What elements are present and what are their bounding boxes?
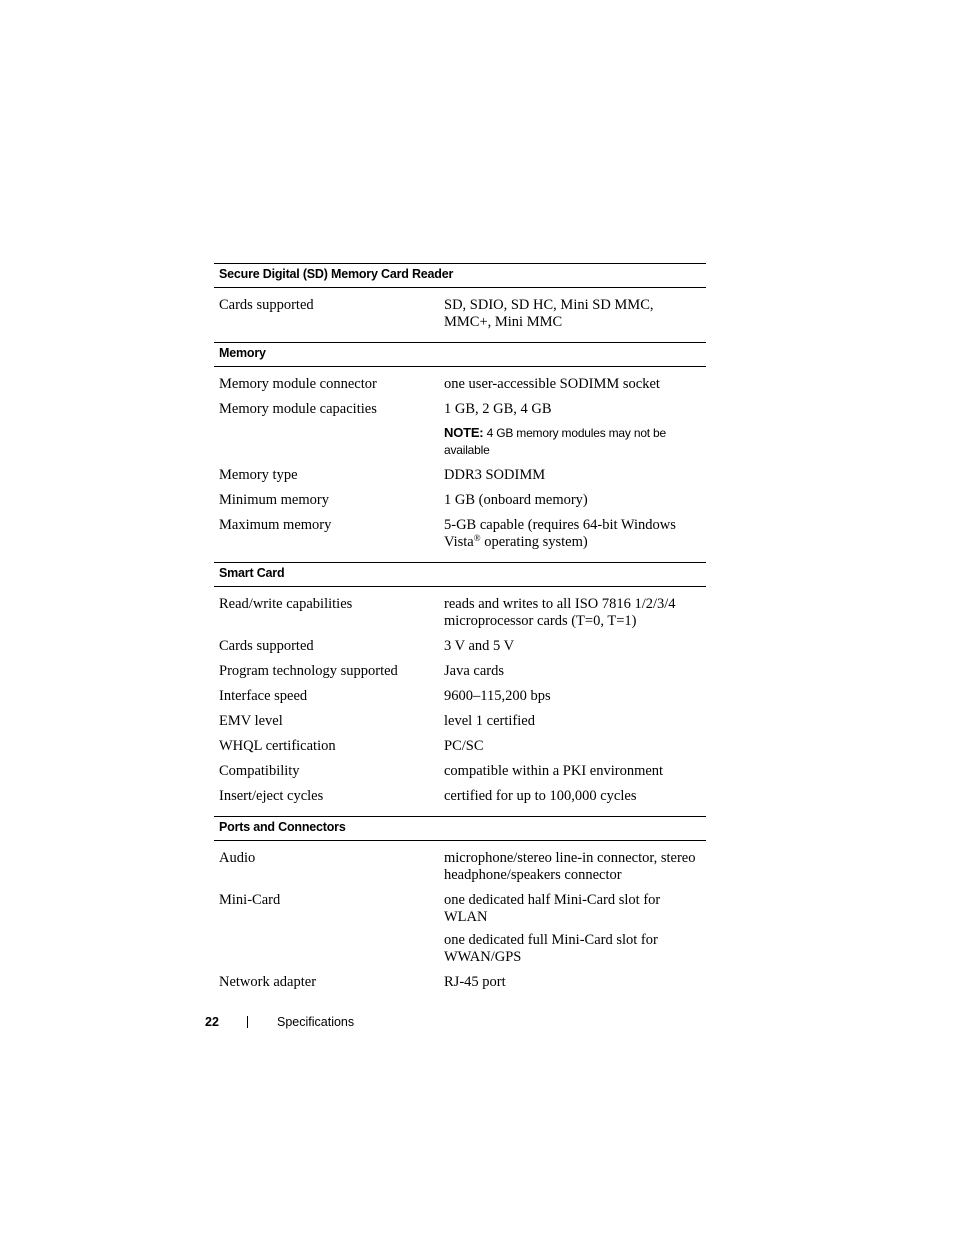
spec-value: Java cards bbox=[444, 663, 504, 679]
spec-table-memory bbox=[214, 342, 706, 567]
spec-label: Compatibility bbox=[219, 763, 300, 779]
spec-row bbox=[214, 297, 706, 331]
page-number: 22 bbox=[205, 1015, 219, 1029]
spec-value bbox=[444, 517, 706, 551]
spec-table-smart-card bbox=[214, 562, 706, 821]
spec-row bbox=[214, 596, 706, 630]
footer-section-name: Specifications bbox=[277, 1015, 355, 1029]
spec-row bbox=[214, 401, 706, 418]
section-title: Secure Digital (SD) Memory Card Reader bbox=[214, 264, 706, 288]
spec-label: Maximum memory bbox=[219, 517, 332, 533]
spec-value: microphone/stereo line-in connector, stereo headphone/speakers connector bbox=[444, 850, 696, 883]
spec-label: Minimum memory bbox=[219, 492, 329, 508]
section-ports-connectors bbox=[214, 816, 706, 1007]
note bbox=[444, 424, 706, 459]
registered-mark: ® bbox=[473, 533, 481, 543]
spec-label: Cards supported bbox=[219, 297, 314, 313]
spec-value: 3 V and 5 V bbox=[444, 638, 515, 654]
section-title: Smart Card bbox=[214, 563, 706, 587]
spec-row bbox=[214, 738, 706, 755]
spec-value: RJ-45 port bbox=[444, 974, 506, 990]
spec-row bbox=[214, 763, 706, 780]
section-smart-card bbox=[214, 562, 706, 821]
spec-value: DDR3 SODIMM bbox=[444, 467, 546, 483]
spec-table-sd-card-reader bbox=[214, 263, 706, 347]
spec-value: level 1 certified bbox=[444, 713, 535, 729]
spec-value: one user-accessible SODIMM socket bbox=[444, 376, 660, 392]
spec-label: Mini-Card bbox=[219, 892, 281, 908]
section-title: Ports and Connectors bbox=[214, 817, 706, 841]
spec-row bbox=[214, 492, 706, 509]
note-label: NOTE: bbox=[444, 425, 484, 440]
spec-row bbox=[214, 932, 706, 966]
page-footer bbox=[205, 1015, 354, 1029]
spec-label: Memory module connector bbox=[219, 376, 377, 392]
spec-row bbox=[214, 788, 706, 805]
spec-row bbox=[214, 688, 706, 705]
spec-row bbox=[214, 713, 706, 730]
spec-row bbox=[214, 974, 706, 991]
spec-label bbox=[214, 932, 444, 966]
spec-value: one dedicated half Mini-Card slot for WLAN bbox=[444, 892, 661, 925]
spec-label: Memory type bbox=[219, 467, 298, 483]
spec-value: 9600–115,200 bps bbox=[444, 688, 551, 704]
spec-row bbox=[214, 376, 706, 393]
section-memory bbox=[214, 342, 706, 567]
section-sd-card-reader bbox=[214, 263, 706, 347]
spec-label bbox=[214, 424, 444, 459]
spec-value: compatible within a PKI environment bbox=[444, 763, 664, 779]
spec-value: SD, SDIO, SD HC, Mini SD MMC, MMC+, Mini MMC bbox=[444, 297, 654, 330]
spec-row bbox=[214, 517, 706, 551]
spec-label: Network adapter bbox=[219, 974, 317, 990]
spec-row bbox=[214, 663, 706, 680]
spec-label: Cards supported bbox=[219, 638, 314, 654]
spec-value: reads and writes to all ISO 7816 1/2/3/4 microprocessor cards (T=0, T=1) bbox=[444, 596, 676, 629]
spec-value: 1 GB (onboard memory) bbox=[444, 492, 588, 508]
spec-label: Read/write capabilities bbox=[219, 596, 353, 612]
spec-row bbox=[214, 638, 706, 655]
spec-row bbox=[214, 892, 706, 926]
spec-row bbox=[214, 467, 706, 484]
spec-label: Audio bbox=[219, 850, 256, 866]
spec-label: Insert/eject cycles bbox=[219, 788, 324, 804]
spec-label: Program technology supported bbox=[219, 663, 398, 679]
spec-value-text: operating system) bbox=[480, 534, 588, 550]
spec-row bbox=[214, 850, 706, 884]
footer-divider bbox=[247, 1016, 248, 1028]
spec-row-note bbox=[214, 424, 706, 459]
spec-value: PC/SC bbox=[444, 738, 484, 754]
spec-label: Interface speed bbox=[219, 688, 308, 704]
spec-value: certified for up to 100,000 cycles bbox=[444, 788, 637, 804]
section-title: Memory bbox=[214, 343, 706, 367]
spec-label: WHQL certification bbox=[219, 738, 336, 754]
spec-value-text: 5-GB capable (requires 64-bit Windows Vista bbox=[444, 517, 676, 550]
note-text: 4 GB memory modules may not be available bbox=[444, 426, 667, 457]
spec-label: EMV level bbox=[219, 713, 283, 729]
spec-label: Memory module capacities bbox=[219, 401, 377, 417]
spec-value: 1 GB, 2 GB, 4 GB bbox=[444, 401, 552, 417]
spec-value: one dedicated full Mini-Card slot for WWAN/GPS bbox=[444, 932, 658, 965]
spec-table-ports-connectors bbox=[214, 816, 706, 1007]
